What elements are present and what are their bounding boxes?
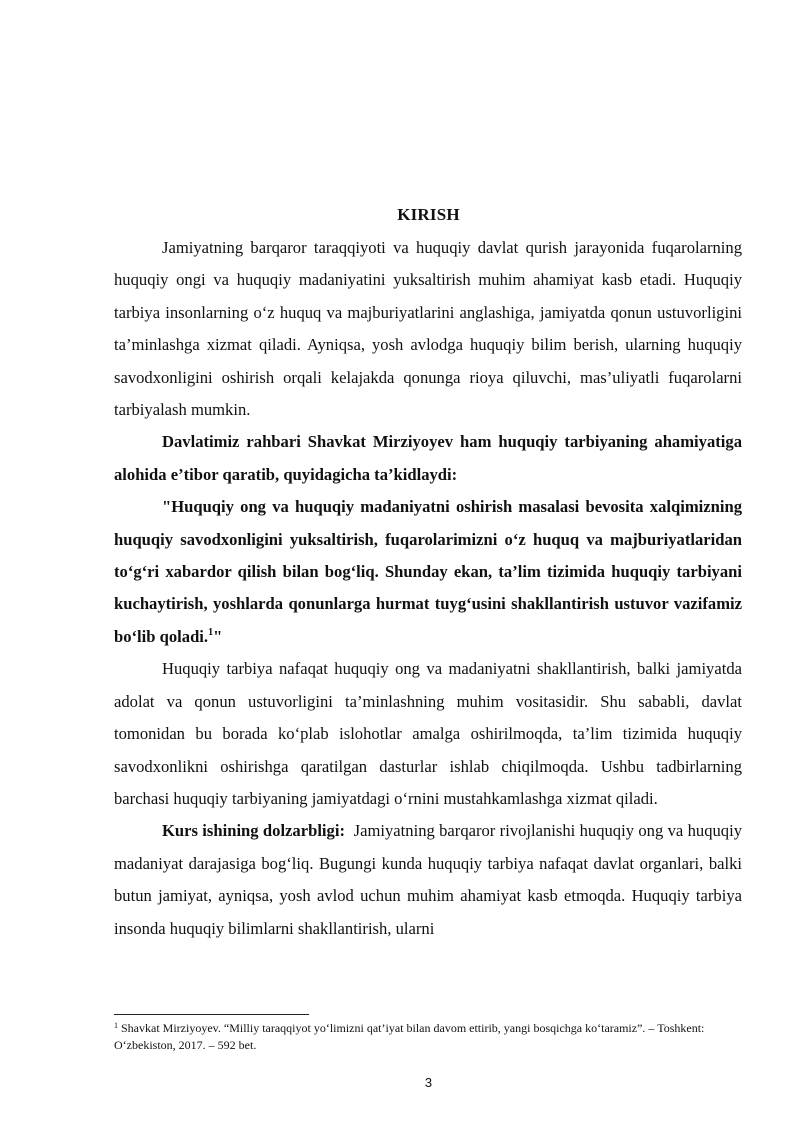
quote-close-mark: " — [213, 626, 223, 646]
page-number: 3 — [424, 1075, 433, 1090]
relevance-text: Jamiyatning barqaror rivojlanishi huquqiy ong va huquqiy madaniyat darajasiga bog‘liq. Bugungi kunda huquqiy tarbiya nafaqat davlat organlari, balki butun jamiyat, ayniqsa, yosh avlod uchun muhim ahamiyat kasb etmoqda. Huquqiy tarbiya insonda huquqiy bilimlarni shakllantirish, ularni — [114, 821, 742, 938]
relevance-label: Kurs ishining dolzarbligi: — [162, 821, 345, 841]
quote-paragraph — [114, 491, 742, 653]
paragraph-reforms: Huquqiy tarbiya nafaqat huquqiy ong va madaniyatni shakllantirish, balki jamiyatda adolat va qonun ustuvorligini ta’minlashning muhim vositasidir. Shu sababli, davlat tomonidan bu borada ko‘plab islohotlar amalga oshirilmoqda, ta’lim tizimida huquqiy savodxonlikni oshirishga qaratilgan dasturlar ishlab chiqilmoqda. Ushbu tadbirlarning barchasi huquqiy tarbiyaning jamiyatdagi o‘rnini mustahkamlashga xizmat qiladi. — [114, 659, 742, 808]
paragraph-intro: Jamiyatning barqaror taraqqiyoti va huquqiy davlat qurish jarayonida fuqarolarning huquqiy ongi va huquqiy madaniyatini yuksaltirish muhim ahamiyat kasb etadi. Huquqiy tarbiya insonlarning o‘z huquq va majburiyatlarini anglashiga, jamiyatda qonun ustuvorligini ta’minlashga xizmat qiladi. Ayniqsa, yosh avlodga huquqiy bilim berish, ularning huquqiy savodxonligini oshirish orqali kelajakda qonunga rioya qiluvchi, mas’uliyatli fuqarolarni tarbiyalash mumkin. — [114, 238, 742, 420]
body-text — [114, 232, 742, 945]
footnote-text: Shavkat Mirziyoyev. “Milliy taraqqiyot yo‘limizni qat’iyat bilan davom ettirib, yangi bosqichga ko‘taramiz”. – Toshkent: O‘zbekiston, 2017. – 592 bet. — [114, 1021, 705, 1052]
quote-text: "Huquqiy ong va huquqiy madaniyatni oshirish masalasi bevosita xalqimizning huquqiy savodxonligini yuksaltirish, fuqarolarimizni o‘z huquq va majburiyatlaridan to‘g‘ri xabardor qilish bilan bog‘liq. Shunday ekan, ta’lim tizimida huquqiy tarbiyani kuchaytirish, yoshlarda qonunlarga hurmat tuyg‘usini shakllantirish ustuvor vazifamiz bo‘lib qoladi. — [114, 497, 742, 646]
footnote — [114, 1020, 742, 1054]
footnote-divider — [114, 1014, 309, 1015]
footnote-mark: 1 — [114, 1021, 118, 1030]
paragraph-relevance — [114, 815, 742, 945]
section-heading: KIRISH — [397, 205, 460, 224]
footnote-reference: 1 — [208, 626, 214, 638]
paragraph-president-intro: Davlatimiz rahbari Shavkat Mirziyoyev ham huquqiy tarbiyaning ahamiyatiga alohida e’tibor qaratib, quyidagicha ta’kidlaydi: — [114, 432, 742, 484]
